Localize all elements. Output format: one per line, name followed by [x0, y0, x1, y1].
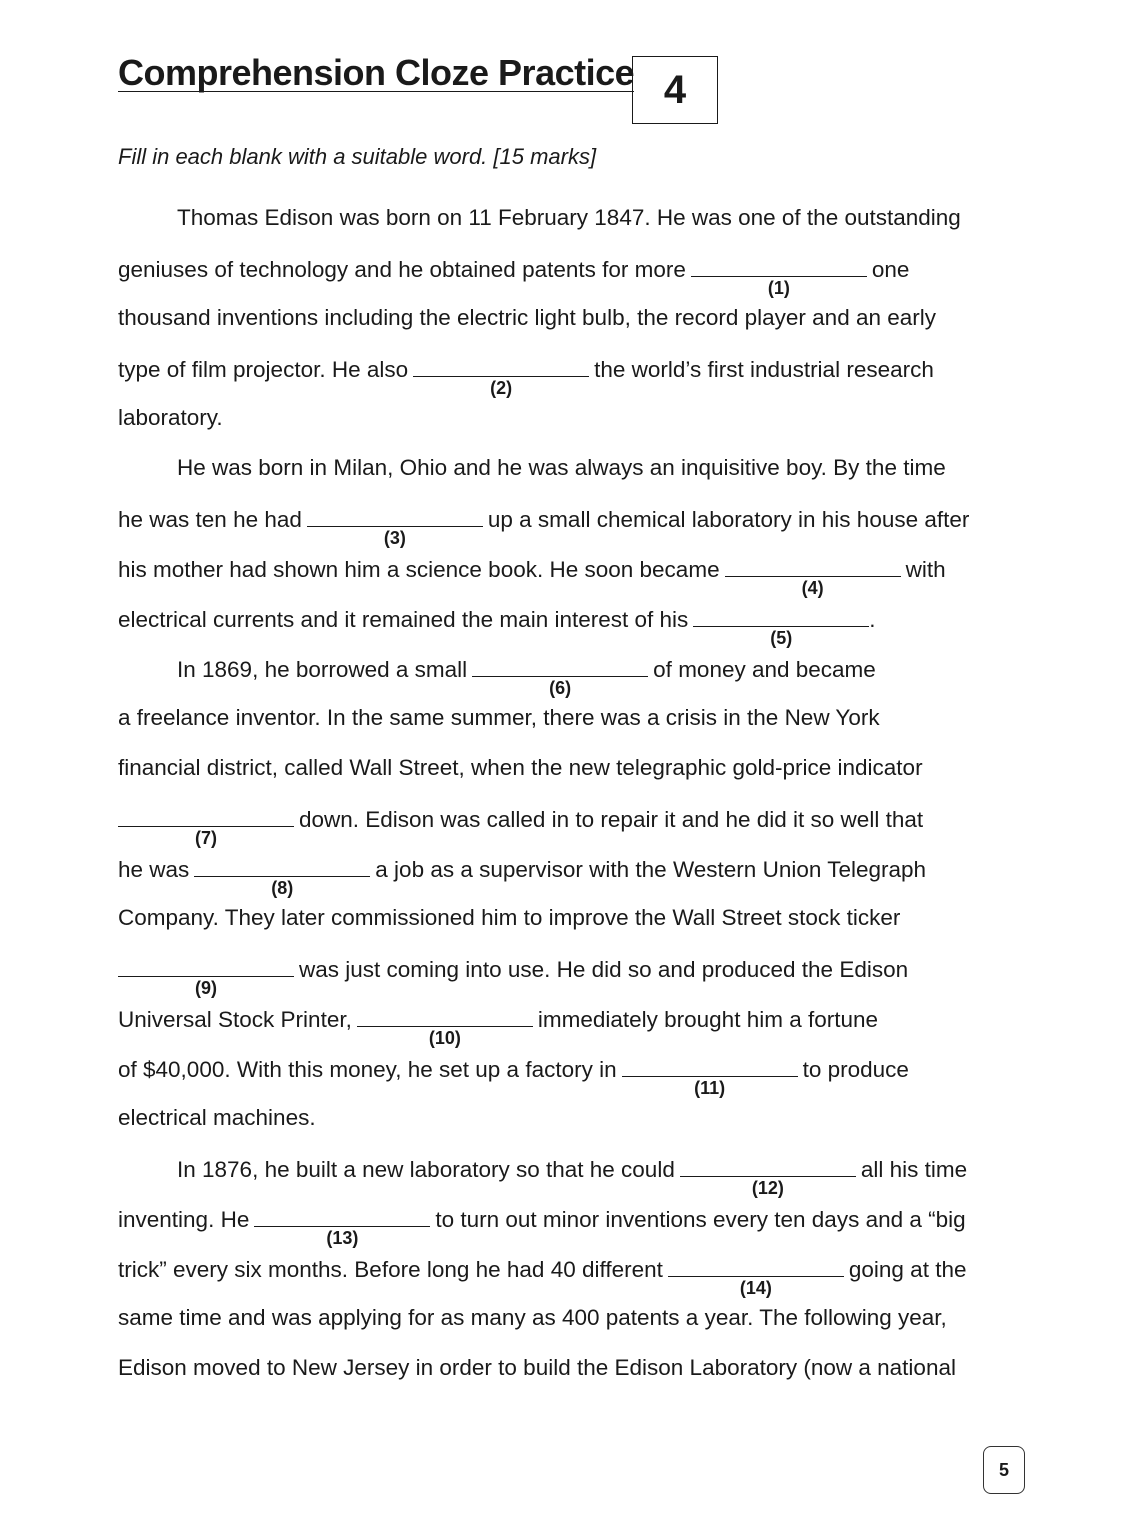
- passage-text: a job as a supervisor with the Western Union Telegraph: [375, 857, 927, 882]
- passage-text: up a small chemical laboratory in his house after: [487, 507, 970, 532]
- passage-text: of $40,000. With this money, he set up a factory in: [118, 1057, 617, 1082]
- passage-text: he was ten he had: [118, 507, 302, 532]
- passage-text: to turn out minor inventions every ten days and a “big: [435, 1207, 966, 1232]
- passage-line: [118, 1254, 967, 1298]
- title-underline: [118, 91, 634, 92]
- blank-number: (4): [801, 578, 824, 598]
- blank-2[interactable]: [413, 354, 589, 398]
- blank-number: (13): [326, 1228, 359, 1248]
- passage-text: Edison moved to New Jersey in order to build the Edison Laboratory (now a national: [118, 1355, 956, 1380]
- blank-6[interactable]: [472, 654, 648, 698]
- passage-line: [118, 854, 927, 898]
- passage-line: [118, 304, 936, 332]
- instruction: Fill in each blank with a suitable word. [15 marks]: [118, 144, 597, 169]
- passage-text: a freelance inventor. In the same summer, there was a crisis in the New York: [118, 705, 880, 730]
- passage-text: geniuses of technology and he obtained patents for more: [118, 257, 686, 282]
- blank-3[interactable]: [307, 504, 483, 548]
- passage-text: .: [869, 607, 876, 632]
- passage-text: type of film projector. He also: [118, 357, 409, 382]
- blank-number: (1): [767, 278, 790, 298]
- passage-text: financial district, called Wall Street, when the new telegraphic gold-price indicator: [118, 755, 923, 780]
- passage-text: Thomas Edison was born on 11 February 1847. He was one of the outstanding: [177, 205, 961, 230]
- passage-line: [177, 654, 876, 698]
- blank-14[interactable]: [668, 1254, 844, 1298]
- blank-number: (12): [751, 1178, 784, 1198]
- passage-line: [118, 704, 880, 732]
- blank-number: (14): [739, 1278, 772, 1298]
- blank-12[interactable]: [680, 1154, 856, 1198]
- blank-1[interactable]: [691, 254, 867, 298]
- practice-number-box: 4: [632, 56, 718, 124]
- blank-9[interactable]: [118, 954, 294, 998]
- passage-text: In 1869, he borrowed a small: [177, 657, 468, 682]
- passage-text: trick” every six months. Before long he had 40 different: [118, 1257, 663, 1282]
- passage-line: [118, 1354, 956, 1382]
- page-title: Comprehension Cloze Practice: [118, 52, 635, 93]
- passage-text: to produce: [802, 1057, 909, 1082]
- passage-text: In 1876, he built a new laboratory so that he could: [177, 1157, 675, 1182]
- blank-number: (2): [490, 378, 513, 398]
- passage-text: inventing. He: [118, 1207, 250, 1232]
- passage-text: down. Edison was called in to repair it and he did it so well that: [299, 807, 924, 832]
- blank-number: (8): [271, 878, 294, 898]
- passage-line: [177, 204, 961, 232]
- passage-text: immediately brought him a fortune: [537, 1007, 879, 1032]
- passage-line: [118, 604, 876, 648]
- passage-text: going at the: [848, 1257, 967, 1282]
- blank-11[interactable]: [622, 1054, 798, 1098]
- passage-text: Universal Stock Printer,: [118, 1007, 352, 1032]
- passage-line: [118, 754, 923, 782]
- passage-text: thousand inventions including the electric light bulb, the record player and an early: [118, 305, 937, 330]
- blank-13[interactable]: [254, 1204, 430, 1248]
- passage-text: laboratory.: [118, 405, 223, 430]
- passage-line: [118, 1204, 966, 1248]
- passage-line: [118, 1004, 879, 1048]
- page-number: 5: [983, 1446, 1025, 1494]
- blank-number: (7): [195, 828, 217, 848]
- passage-text: electrical currents and it remained the main interest of his: [118, 607, 689, 632]
- passage-text: his mother had shown him a science book. He soon became: [118, 557, 720, 582]
- passage-line: [118, 254, 910, 298]
- passage-text: He was born in Milan, Ohio and he was always an inquisitive boy. By the time: [177, 455, 946, 480]
- blank-number: (5): [770, 628, 793, 648]
- passage-text: Company. They later commissioned him to improve the Wall Street stock ticker: [118, 905, 901, 930]
- blank-number: (11): [694, 1078, 726, 1098]
- blank-4[interactable]: [725, 554, 901, 598]
- passage-line: [118, 554, 946, 598]
- blank-number: (3): [383, 528, 406, 548]
- passage-line: [118, 954, 909, 998]
- passage-line: [118, 1304, 947, 1332]
- passage-text: same time and was applying for as many as 400 patents a year. The following year,: [118, 1305, 947, 1330]
- passage-text: he was: [118, 857, 190, 882]
- blank-number: (9): [195, 978, 217, 998]
- blank-5[interactable]: [693, 604, 869, 648]
- passage-line: [118, 504, 970, 548]
- passage-text: with: [905, 557, 946, 582]
- passage-line: [118, 904, 900, 932]
- blank-number: (10): [428, 1028, 461, 1048]
- passage-line: [118, 404, 223, 432]
- passage-text: one: [871, 257, 910, 282]
- blank-10[interactable]: [357, 1004, 533, 1048]
- blank-7[interactable]: [118, 804, 294, 848]
- blank-8[interactable]: [194, 854, 370, 898]
- passage-line: [177, 454, 946, 482]
- passage-line: [118, 1104, 316, 1132]
- passage-text: of money and became: [653, 657, 876, 682]
- passage-line: [118, 354, 934, 398]
- blank-number: (6): [549, 678, 572, 698]
- passage-text: all his time: [860, 1157, 968, 1182]
- passage-line: [177, 1154, 968, 1198]
- passage-text: was just coming into use. He did so and produced the Edison: [299, 957, 909, 982]
- passage-text: the world’s first industrial research: [594, 357, 934, 382]
- passage-line: [118, 1054, 909, 1098]
- passage-line: [118, 804, 924, 848]
- passage-text: electrical machines.: [118, 1105, 316, 1130]
